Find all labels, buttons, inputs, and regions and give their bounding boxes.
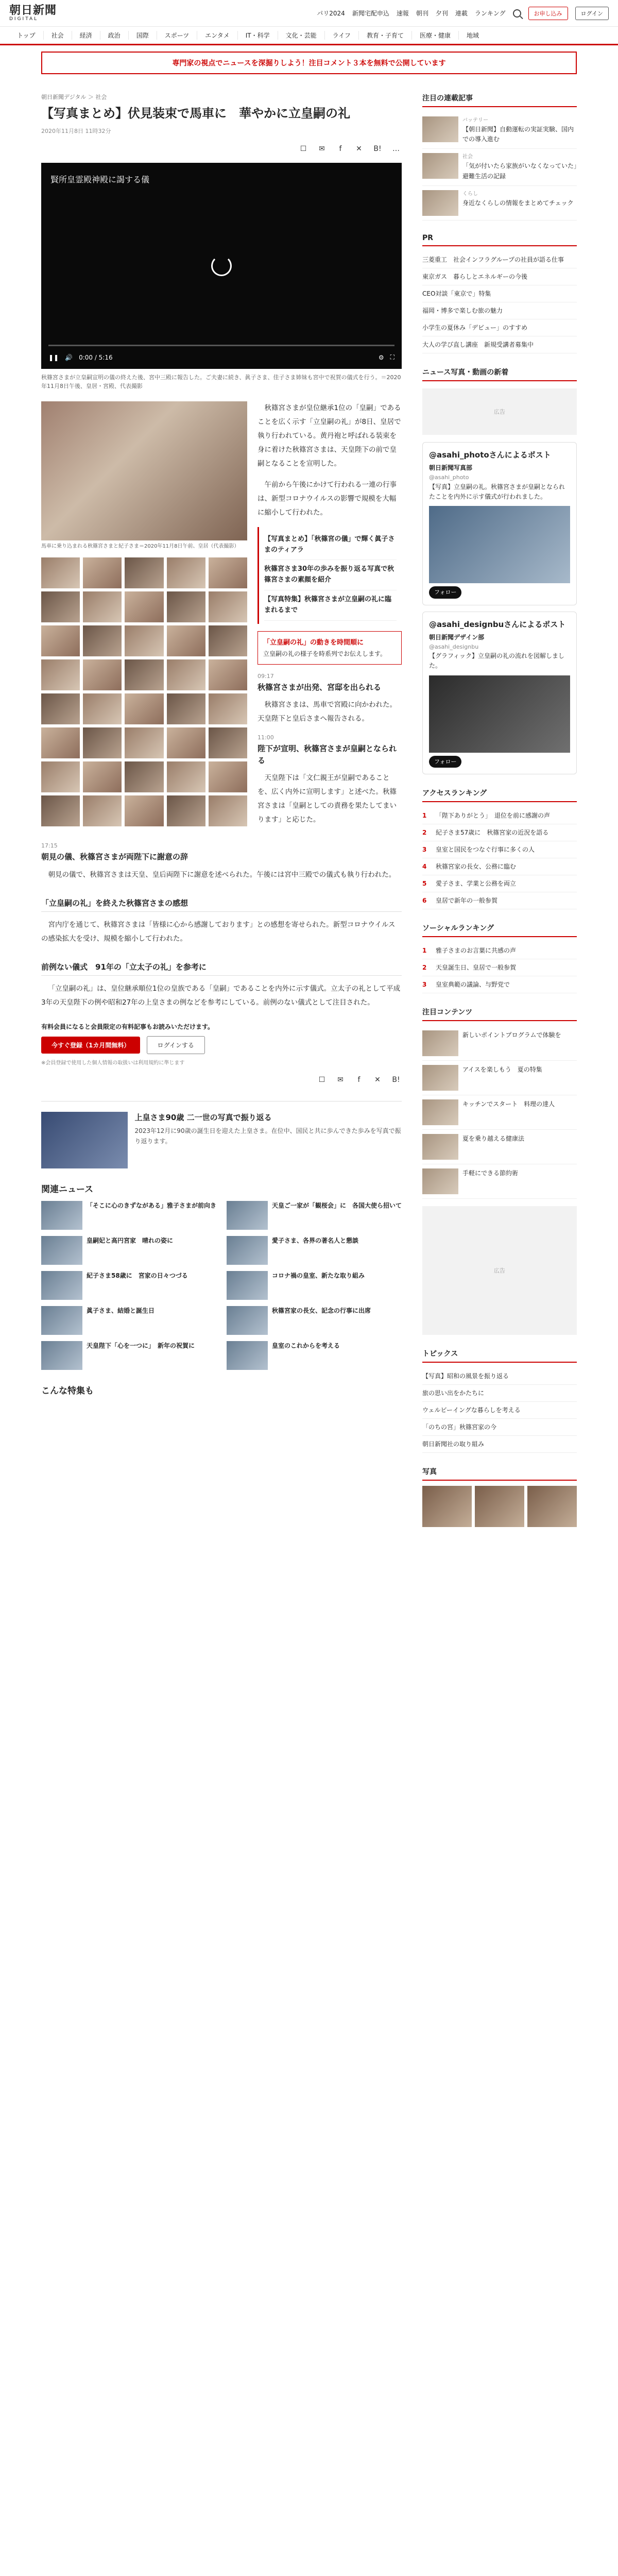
news-grid [41,1201,402,1370]
topic-link[interactable]: 「のちの宮」秋篠宮家の今 [422,1419,577,1436]
photo-thumb[interactable] [125,693,163,724]
video-controls [41,346,402,369]
photo-strip-item[interactable] [422,1486,472,1527]
category-tab[interactable]: エンタメ [197,31,238,40]
news-item[interactable]: コロナ禍の皇室、新たな取り組み [227,1271,402,1300]
nav-link[interactable]: 朝刊 [416,10,428,17]
photo-thumb[interactable] [209,591,247,622]
follow-button[interactable]: フォロー [429,586,461,599]
news-item[interactable]: 愛子さま、各界の著名人と懇談 [227,1236,402,1265]
pr-link[interactable]: 東京ガス 暮らしとエネルギーの今後 [422,268,577,285]
pr-link[interactable]: CEO対談「東京で」特集 [422,285,577,302]
news-item[interactable]: 紀子さま58歳に 宮家の日々つづる [41,1271,216,1300]
live-text: 天皇陛下は「文仁親王が皇嗣であることを、広く内外に宣明します」と述べた。秋篠宮さまは「皇嗣としての責務を果たしてまいります」と応じた。 [258,774,397,824]
hatena-icon[interactable]: B! [373,144,382,153]
ranking-item[interactable]: 3 皇室と国民をつなぐ行事に多くの人 [422,841,577,858]
pinned-box [258,631,402,665]
related-link[interactable]: 【写真特集】秋篠宮さまが立皇嗣の礼に臨まれるまで [264,590,397,621]
photo-thumb[interactable] [209,693,247,724]
category-tab[interactable]: 政治 [100,31,129,40]
photo-thumb[interactable] [83,659,122,690]
topic-link[interactable]: 【写真】昭和の風景を振り返る [422,1368,577,1385]
pinned-text: 立皇嗣の礼の様子を時系列でお伝えします。 [263,650,387,657]
photo-thumb[interactable] [167,693,205,724]
photo-thumb[interactable] [209,795,247,826]
extra-feature[interactable] [41,1101,402,1168]
sidebar-heading: アクセスランキング [422,788,577,802]
related-links [258,527,402,624]
news-item[interactable]: 「そこに心のきずながある」雅子さまが前向き [41,1201,216,1230]
article-title: 【写真まとめ】伏見装束で馬車に 華やかに立皇嗣の礼 [41,106,350,121]
live-time: 11:00 [258,734,274,741]
pr-link[interactable]: 小学生の夏休み「デビュー」のすすめ [422,319,577,336]
main-photo-caption: 馬車に乗り込まれる秋篠宮さまと紀子さま＝2020年11月8日午前、皇居（代表撮影） [41,543,239,549]
more-icon[interactable]: … [392,144,400,153]
account-handle: @asahi_photo [429,473,469,481]
content-item[interactable]: キッチンでスタート 料理の達人 [422,1095,577,1130]
photo-thumb[interactable] [209,557,247,588]
embed-label: @asahi_designbuさんによるポスト [429,619,566,629]
subsection-head: 「立皇嗣の礼」を終えた秋篠宮さまの感想 [41,897,402,912]
photo-thumb[interactable] [41,761,80,792]
live-time: 09:17 [258,672,274,680]
nav-link[interactable]: 夕刊 [435,10,448,17]
follow-button[interactable]: フォロー [429,756,461,768]
logo-main: 朝日新聞 [9,4,57,17]
mail-icon[interactable]: ✉ [337,1075,344,1084]
more-features-title: こんな特集も [41,1385,94,1396]
video-player[interactable] [41,163,402,369]
nav-link[interactable]: 速報 [396,10,409,17]
sidebar-heading: ニュース写真・動画の新着 [422,367,577,381]
photo-column [41,401,247,835]
photo-grid [41,557,247,826]
news-item[interactable]: 秋篠宮家の長女、記念の行事に出席 [227,1306,402,1335]
topic-link[interactable]: 旅の思い出をかたちに [422,1385,577,1402]
ranking-item[interactable]: 1 「陛下ありがとう」 退位を前に感謝の声 [422,807,577,824]
photo-thumb[interactable] [167,591,205,622]
category-tab[interactable]: トップ [9,31,44,40]
volume-icon[interactable]: 🔊 [65,353,73,361]
photo-thumb[interactable] [167,761,205,792]
category-tab[interactable]: 医療・健康 [412,31,459,40]
photo-thumb[interactable] [83,557,122,588]
main-photo[interactable] [41,401,247,540]
photo-thumb[interactable] [209,727,247,758]
photo-thumb[interactable] [125,795,163,826]
sidebar-heading: 写真 [422,1466,577,1481]
sidebar-heading: 注目の連載記事 [422,93,577,107]
pinned-head: 「立皇嗣の礼」の動きを時間順に [263,638,364,647]
breadcrumb[interactable]: 朝日新聞デジタル ＞ 社会 [41,94,107,100]
photo-thumb[interactable] [209,625,247,656]
photo-thumb[interactable] [41,557,80,588]
video-time: 0:00 / 5:16 [79,353,113,361]
post-image[interactable] [429,506,570,583]
live-head: 陛下が宣明、秋篠宮さまが皇嗣となられる [258,744,397,765]
photo-thumb[interactable] [41,625,80,656]
photo-thumb[interactable] [209,659,247,690]
share-bar-bottom [41,1074,402,1086]
news-item[interactable]: 天皇陛下「心を一つに」 新年の祝賀に [41,1341,216,1370]
sidebar-heading: ソーシャルランキング [422,923,577,937]
live-time: 17:15 [41,842,58,850]
nav-link[interactable]: 新聞宅配申込 [352,10,389,17]
sidebar-item[interactable]: 社会 「気が付いたら家族がいなくなっていた」 避難生活の記録 [422,149,577,185]
content-item[interactable]: 手軽にできる節約術 [422,1164,577,1199]
photo-thumb[interactable] [125,591,163,622]
ranking-item[interactable]: 5 愛子さま、学業と公務を両立 [422,875,577,892]
social-rank-item[interactable]: 3 皇室典範の議論、与野党で [422,976,577,993]
subscribe-cta-button[interactable]: 今すぐ登録（1カ月間無料） [41,1037,140,1054]
category-tab[interactable]: 社会 [44,31,72,40]
live-text: 朝見の儀で、秋篠宮さまは天皇、皇后両陛下に謝意を述べられた。午後には宮中三殿での儀式も執り行われた。 [48,870,396,879]
ad-slot[interactable]: 広告 [422,1206,577,1335]
article-paragraph: 秋篠宮さまが皇位継承1位の「皇嗣」であることを広く示す「立皇嗣の礼」が8日、皇居で執り行われている。黄丹袍と呼ばれる装束を身に着けた秋篠宮さまは、天皇陛下の前で皇嗣となることを宣明した。 [258,403,401,468]
photo-thumb[interactable] [83,795,122,826]
ranking-item[interactable]: 4 秋篠宮家の長女、公務に臨む [422,858,577,875]
news-item[interactable]: 天皇ご一家が「観桜会」に 各国大使ら招いて [227,1201,402,1230]
article-paragraph: 午前から午後にかけて行われる一連の行事は、新型コロナウイルスの影響で規模を大幅に縮小して行われた。 [258,480,397,517]
nav-link[interactable]: パリ2024 [317,10,345,17]
photo-thumb[interactable] [41,693,80,724]
video-title: 賢所皇霊殿神殿に謁する儀 [50,174,150,184]
sidebar-item[interactable]: くらし 身近なくらしの情報をまとめてチェック [422,186,577,221]
photo-thumb[interactable] [125,727,163,758]
account-handle: @asahi_designbu [429,643,479,650]
embed-label: @asahi_photoさんによるポスト [429,450,551,460]
photo-thumb[interactable] [125,557,163,588]
photo-strip-item[interactable] [475,1486,524,1527]
facebook-icon[interactable]: f [339,144,342,153]
post-image[interactable] [429,675,570,753]
extra-feature-title: 上皇さま90歳 二一世の写真で振り返る [134,1112,272,1122]
photo-thumb[interactable] [167,727,205,758]
topic-link[interactable]: ウェルビーイングな暮らしを考える [422,1402,577,1419]
category-tab[interactable]: IT・科学 [238,31,278,40]
photo-thumb[interactable] [167,659,205,690]
category-tab[interactable]: スポーツ [157,31,198,40]
hatena-icon[interactable]: B! [392,1075,400,1084]
fullscreen-icon[interactable]: ⛶ [390,353,394,361]
photo-thumb[interactable] [41,727,80,758]
logo-sub: DIGITAL [9,16,39,22]
ranking-item[interactable]: 6 皇居で新年の一般参賀 [422,892,577,909]
account-name[interactable]: 朝日新聞デザイン部 [429,633,485,641]
category-tab[interactable]: 経済 [72,31,100,40]
photo-thumb[interactable] [83,761,122,792]
reader-note: 有料会員になると会員限定の有料記事もお読みいただけます。 [41,1023,214,1030]
pr-link[interactable]: 福岡・博多で楽しむ旅の魅力 [422,302,577,319]
site-header [0,0,618,27]
bookmark-icon[interactable]: ☐ [318,1075,325,1084]
photo-thumb[interactable] [41,659,80,690]
category-tab[interactable]: 国際 [129,31,157,40]
bookmark-icon[interactable]: ☐ [300,144,307,153]
top-nav [317,7,609,20]
news-item[interactable]: 皇嗣妃と高円宮家 晴れの姿に [41,1236,216,1265]
topic-link[interactable]: 朝日新聞社の取り組み [422,1436,577,1453]
photo-thumb[interactable] [167,795,205,826]
social-embed [422,442,577,605]
content-item[interactable]: アイスを楽しもう 夏の特集 [422,1061,577,1095]
account-name[interactable]: 朝日新聞写真部 [429,464,473,471]
search-icon[interactable] [513,9,521,18]
social-embed [422,612,577,775]
news-item[interactable]: 眞子さま、結婚と誕生日 [41,1306,216,1335]
x-icon[interactable]: ✕ [356,144,362,153]
post-text: 【写真】立皇嗣の礼。秋篠宮さまが皇嗣となられたことを内外に示す儀式が行われました。 [429,483,565,500]
category-tab[interactable]: 教育・子育て [359,31,412,40]
ranking-item[interactable]: 2 紀子さま57歳に 秋篠宮家の近況を語る [422,824,577,841]
site-logo[interactable] [9,5,66,22]
live-text: 秋篠宮さまは、馬車で宮殿に向かわれた。天皇陛下と皇后さまへ報告される。 [258,701,397,723]
category-tab[interactable]: 文化・芸能 [278,31,325,40]
photo-thumb[interactable] [41,795,80,826]
sidebar-heading: トピックス [422,1348,577,1363]
subscribe-button[interactable]: お申し込み [528,7,568,20]
subscribe-note: ※会員登録で使用した個人情報の取扱いは利用規約に準じます [41,1060,185,1066]
pr-link[interactable]: 三菱重工 社会インフラグループの社員が語る仕事 [422,251,577,268]
photo-thumb[interactable] [83,693,122,724]
sidebar-heading: PR [422,234,577,246]
photo-strip-item[interactable] [527,1486,577,1527]
live-head: 秋篠宮さまが出発、宮邸を出られる [258,682,382,692]
nav-link[interactable]: ランキング [474,10,506,17]
login-button[interactable]: ログイン [575,7,609,20]
extra-feature-text: 2023年12月に90歳の誕生日を迎えた上皇さま。在位中、国民と共に歩んできた歩みを写真で振り返ります。 [134,1127,401,1145]
mail-icon[interactable]: ✉ [319,144,325,153]
video-caption: 秋篠宮さまが立皇嗣宣明の儀の終えた後、宮中三殿に報告した。ご夫妻に続き、眞子さま、佳子さま姉妹も宮中で祝賀の儀式を行う。＝2020年11月8日午後、皇居・宮殿、代表撮影 [41,374,401,390]
photo-thumb[interactable] [167,557,205,588]
category-tab[interactable]: ライフ [325,31,359,40]
article-date: 2020年11月8日 11時32分 [41,127,111,134]
photo-thumb[interactable] [125,625,163,656]
pause-icon[interactable]: ❚❚ [48,353,59,361]
sidebar [422,93,583,1527]
ad-slot[interactable]: 広告 [422,388,577,435]
content-item[interactable]: 新しいポイントプログラムで体験を [422,1026,577,1061]
settings-icon[interactable]: ⚙ [378,353,384,361]
post-text: 【グラフィック】立皇嗣の礼の流れを図解しました。 [429,652,565,670]
related-link[interactable]: 秋篠宮さま30年の歩みを振り返る写真で秋篠宮さまの素顔を紹介 [264,560,397,590]
nav-link[interactable]: 連載 [455,10,468,17]
news-item[interactable]: 皇室のこれからを考える [227,1341,402,1370]
share-bar [41,143,402,155]
x-icon[interactable]: ✕ [374,1075,381,1084]
photo-thumb[interactable] [83,591,122,622]
related-link[interactable]: 【写真まとめ】「秋篠宮の儀」で輝く眞子さまのティアラ [264,530,397,561]
extra-feature-image [41,1112,128,1168]
photo-thumb[interactable] [83,727,122,758]
login-cta-button[interactable]: ログインする [147,1036,205,1054]
category-tab[interactable]: 地域 [466,32,479,39]
social-rank-item[interactable]: 1 雅子さまのお言葉に共感の声 [422,942,577,959]
live-head: 朝見の儀、秋篠宮さまが両陛下に謝意の辞 [41,852,188,862]
photo-thumb[interactable] [41,591,80,622]
photo-strip [422,1486,577,1527]
sidebar-item[interactable]: バッテリー 【朝日新聞】自動運転の実証実験、国内での導入進む [422,112,577,149]
photo-thumb[interactable] [125,761,163,792]
promo-banner[interactable]: 専門家の視点でニュースを深掘りしよう！注目コメント３本を無料で公開しています [41,52,577,74]
content-item[interactable]: 夏を乗り越える健康法 [422,1130,577,1164]
photo-thumb[interactable] [125,659,163,690]
social-rank-item[interactable]: 2 天皇誕生日、皇居で一般参賀 [422,959,577,976]
photo-thumb[interactable] [209,761,247,792]
photo-thumb[interactable] [167,625,205,656]
loading-spinner-icon [211,256,232,276]
pr-link[interactable]: 大人の学び直し講座 新規受講者募集中 [422,336,577,353]
facebook-icon[interactable]: f [357,1075,360,1084]
news-section-title: 関連ニュース [41,1184,94,1195]
subsection-head: 前例ない儀式 91年の「立太子の礼」を参考に [41,961,402,976]
article-main [41,93,402,1527]
photo-thumb[interactable] [83,625,122,656]
subsection-text: 「立皇嗣の礼」は、皇位継承順位1位の皇族である「皇嗣」であることを内外に示す儀式。立太子の礼として平成3年の天皇陛下の例や昭和27年の上皇さまの例などを参考にしている。前例のない儀式として注目された。 [41,984,401,1007]
category-nav [0,27,618,45]
sidebar-heading: 注目コンテンツ [422,1007,577,1021]
text-column [258,401,402,835]
subsection-text: 宮内庁を通じて、秋篠宮さまは「皆様に心から感謝しております」との感想を寄せられた。新型コロナウイルスの感染拡大を受け、規模を縮小して行われた。 [41,920,396,943]
